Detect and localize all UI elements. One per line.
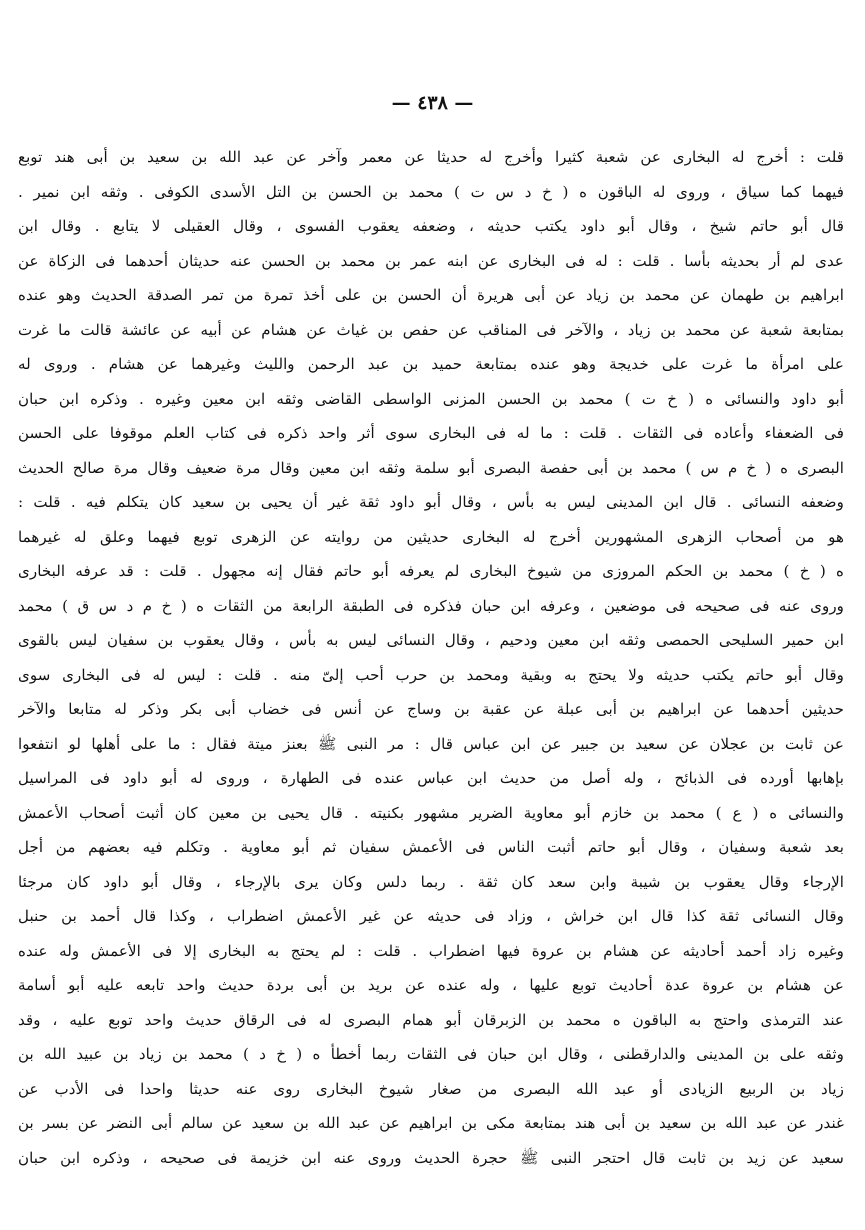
text-line: بعد شعبة وسفيان ، وقال أبو حاتم أثبت الناس فى الأعمش سفيان ثم أبو معاوية . وتكلم فيه بعضهم من أجل [18,838,844,856]
text-line: فيهما كما سياق ، وروى له الباقون ه ( خ د س ت ) محمد بن الحسن بن التل الأسدى الكوفى . وثقه ابن نمير . [18,182,844,201]
text-line: عدى لم أر بحديثه بأسا . قلت : له فى البخارى عن ابنه عمر بن محمد بن الحسن عنه حديثان أحدهما فى الزكاة عن [18,251,844,270]
text-line: وقال النسائى ثقة كذا قال ابن خراش ، وزاد فى حديثه عن غير الأعمش اضطراب ، وكذا قال أحمد بن حنبل [18,907,844,925]
text-line: قال أبو حاتم شيخ ، وقال أبو داود يكتب حديثه ، وضعفه يعقوب الفسوى ، وقال العقيلى لا يتابع . وقال ابن [18,217,844,235]
text-line: غندر عن عبد الله بن سعيد بن أبى هند بمتابعة مكى بن ابراهيم عن عبد الله بن سعيد عن سالم أبى النضر عن بسر بن [18,1114,844,1132]
text-line: والنسائى ه ( ع ) محمد بن خازم أبو معاوية الضرير مشهور بكنيته . قال يحيى بن معين كان أثبت أصحاب الأعمش [18,803,844,822]
text-line: هو من أصحاب الزهرى المشهورين أخرج له البخارى حديثين من روايته عن الزهرى توبع فيهما وعلق له غيرهما [18,527,844,546]
text-line: فى الضعفاء وأعاده فى الثقات . قلت : ما له فى البخارى سوى أثر واحد ذكره فى كتاب العلم موقوفا على الحسن [18,424,844,442]
text-line: ابن حمير السليحى الحمصى وثقه ابن معين ودحيم ، وقال النسائى ليس به بأس ، وقال يعقوب بن سفيان ليس بالقوى [18,631,844,649]
text-line: عن هشام بن عروة عدة أحاديث توبع عليها ، وله عنده عن بريد بن أبى بردة حديث واحد تابعه عليه أبو أسامة [18,976,844,994]
text-line: الإرجاء وقال يعقوب بن شيبة وابن سعد كان ثقة . ربما دلس وكان يرى بالإرجاء ، وقال أبو داود كان مرجئا [18,872,844,891]
text-line: وضعفه النسائى . قال ابن المدينى ليس به بأس ، وقال أبو داود ثقة غير أن يحيى بن سعيد كان يتكلم فيه . قلت : [18,493,844,511]
text-line: أبو داود والنسائى ه ( خ ت ) محمد بن الحسن المزنى الواسطى القاضى وثقه ابن معين وغيره . وذكره ابن حبان [18,389,844,408]
text-line: حديثين أحدهما عن ابراهيم بن أبى عبلة عن عقبة بن وساج عن أنس فى خضاب أبى بكر وذكر له متابعا والآخر [18,700,844,718]
text-line: ه ( خ ) محمد بن الحكم المروزى من شيوخ البخارى لم يعرفه أبو حاتم فقال إنه مجهول . قلت : قد عرفه البخارى [18,562,844,580]
text-line: عن ثابت بن عجلان عن سعيد بن جبير عن ابن عباس قال : مر النبى ﷺ بعنز ميتة فقال : ما على أهلها لو انتفعوا [18,734,844,753]
text-line: قلت : أخرج له البخارى عن شعبة كثيرا وأخرج له حديثا عن معمر وآخر عن عبد الله بن سعيد بن أبى هند توبع [18,148,844,166]
text-line: على امرأة ما غرت على خديجة وهو عنده بمتابعة حميد بن عبد الرحمن والليث وغيرهما عن هشام . وروى له [18,355,844,373]
text-line: عند الترمذى واحتج به الباقون ه محمد بن الزبرقان أبو همام البصرى له فى الرقاق حديث واحد توبع عليه ، وقد [18,1010,844,1029]
text-line: بإهابها أورده فى الذبائح ، وله أصل من حديث ابن عباس عنده فى الطهارة ، وروى له أبو داود فى المراسيل [18,769,844,787]
page-number: — ٤٣٨ — [391,92,474,114]
text-line: بمتابعة شعبة عن محمد بن زياد ، والآخر فى المناقب عن حفص بن غياث عن هشام عن أبيه عن عائشة قالت ما غرت [18,320,844,339]
text-line: ابراهيم بن طهمان عن محمد بن زياد عن أبى هريرة أن الحسن بن على أخذ تمرة من تمر الصدقة الحديث وهو عنده [18,286,844,304]
page-body [18,140,844,1175]
text-line: وروى عنه فى صحيحه فى موضعين ، وعرفه ابن حبان فذكره فى الطبقة الرابعة من الثقات ه ( خ م د س ق ) محمد [18,596,844,615]
text-line: سعيد عن زيد بن ثابت قال احتجر النبى ﷺ حجرة الحديث وروى عنه ابن خزيمة فى صحيحه ، وذكره ابن حبان [18,1148,844,1167]
text-line: البصرى ه ( خ م س ) محمد بن أبى حفصة البصرى أبو سلمة وثقه ابن معين وقال مرة ضعيف وقال مرة صالح الحديث [18,458,844,477]
text-line: وقال أبو حاتم يكتب حديثه ولا يحتج به وبقية ومحمد بن حرب أحب إلىّ منه . قلت : ليس له فى البخارى سوى [18,665,844,684]
text-line: وثقه على بن المدينى والدارقطنى ، وقال ابن حبان فى الثقات ربما أخطأ ه ( خ د ) محمد بن زياد بن عبيد الله بن [18,1045,844,1063]
text-line: وغيره زاد أحمد أحاديثه عن هشام بن عروة فيها اضطراب . قلت : لم يحتج به البخارى إلا فى الأعمش وله عنده [18,941,844,960]
text-line: زياد بن الربيع الزيادى أو عبد الله البصرى من صغار شيوخ البخارى روى عنه حديثا واحدا فى الأدب عن [18,1079,844,1098]
